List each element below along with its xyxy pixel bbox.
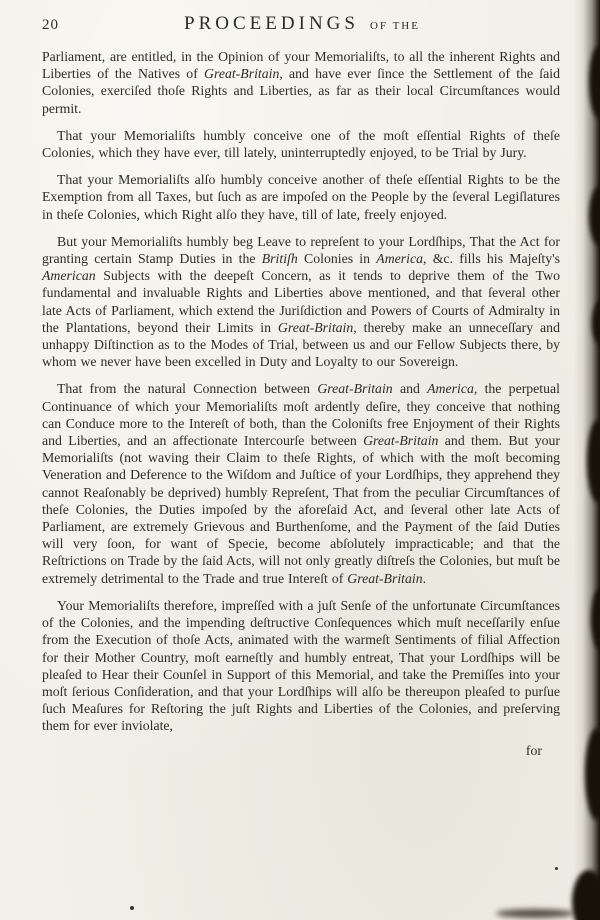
- catchword-row: [0, 743, 600, 759]
- running-title-main: PROCEEDINGS: [184, 13, 359, 34]
- running-title: [82, 13, 562, 35]
- text-run: That your Memorialiſts humbly conceive one of the moſt eſſential Rights of theſe Colonies, which they have ever, till lately, uninterruptedly enjoyed, to be Trial by Jury.: [42, 127, 560, 161]
- italic-run: America: [427, 381, 474, 397]
- page-number: 20: [42, 17, 59, 33]
- ink-speck: [130, 906, 134, 910]
- text-run: That from the natural Connection between: [57, 381, 318, 397]
- text-run: That your Memorialiſts alſo humbly conceive another of theſe eſſential Rights to be the Exemption from all Taxes, but ſuch as are impoſed on the People by the ſeveral Legiſlatures in theſe Colonies, which Right alſo they have, till of late, freely enjoyed.: [42, 172, 560, 222]
- catchword: for: [525, 742, 542, 758]
- paragraph: [42, 597, 560, 735]
- text-block: [0, 35, 600, 735]
- italic-run: Great-Britain: [277, 319, 354, 335]
- text-run: and them. But your Memorialiſts (not waving their Claim to theſe Rights, of which with the moſt becoming Veneration and Deference to the Wiſdom and Juſtice of your Lordſhips, they apprehend they cannot Reaſonably be deprived) humbly Repreſent, That from the peculiar Circumſtances of theſe Colonies, the Duties impoſed by the aforeſaid Act, and ſeveral other late Acts of Parliament, are extremely Grievous and Burthenſome, and the Payment of the ſaid Duties will very ſoon, for want of Specie, become abſolutely impracticable; and that the Reſtrictions on Trade by the ſaid Acts, will not only greatly diſtreſs the Colonies, but muſt be extremely detrimental to the Trade and true Intereſt of: [42, 433, 560, 586]
- paragraph: [42, 171, 560, 223]
- edge-blob: [572, 870, 600, 920]
- text-run: Parliament, are entitled, in the Opinion of your Memorialiſts, to all the inherent Rights and Liberties of the Natives of: [42, 49, 560, 82]
- text-run: and: [392, 381, 428, 397]
- ink-speck: [555, 867, 558, 870]
- text-run: , &c. fills his Majeſty's: [423, 251, 561, 267]
- italic-run: America: [376, 251, 424, 267]
- text-run: , and have ever ſince the Settlement of the ſaid Colonies, exerciſed thoſe Rights and Liberties, as far as their local Circumſtances would permit.: [42, 66, 560, 116]
- paragraph: [42, 233, 560, 371]
- italic-run: Great-Britain: [347, 570, 423, 586]
- running-title-rest: OF THE: [369, 20, 420, 32]
- italic-run: Great-Britain: [363, 433, 439, 449]
- paragraph: [42, 380, 560, 586]
- text-run: Subjects with the deepeſt Concern, as it tends to deprive them of the Two fundamental and invaluable Rights and Liberties above mentioned, and that ſeveral other late Acts of Parliament, which extend the Juriſdiction and Powers of Courts of Admiralty in the Plantations, beyond their Limits in: [42, 268, 560, 335]
- italic-run: American: [42, 268, 96, 284]
- text-run: , thereby make an unneceſſary and unhappy Diſtinction as to the Modes of Trial, between us and our Fellow Subjects there, by whom we never have been excelled in Duty and Loyalty to our Sovereign.: [42, 319, 560, 370]
- corner-smudge: [496, 909, 574, 918]
- text-run: .: [422, 570, 427, 586]
- page-header: [0, 0, 600, 35]
- text-run: Your Memorialiſts therefore, impreſſed with a juſt Senſe of the unfortunate Circumſtances of the Colonies, and the impending deſtructive Conſequences which muſt neceſſarily enſue from the Execution of thoſe Acts, animated with the warmeſt Sentiments of filial Affection for their Mother Country, moſt earneſtly and humbly entreat, That your Lordſhips will be pleaſed to Hear their Counſel in Support of this Memorial, and take the Premiſſes into your moſt ſerious Conſideration, and that your Lordſhips will alſo be thereupon pleaſed to purſue ſuch Meaſures for Reſtoring the juſt Rights and Liberties of the Colonies, and preſerving them for ever inviolate,: [42, 597, 560, 734]
- italic-run: Great-Britain: [317, 381, 393, 397]
- italic-run: Great-Britain: [204, 66, 280, 82]
- paragraph: [42, 127, 560, 161]
- text-run: , the perpetual Continuance of which your Memorialiſts moſt ardently deſire, they conceive that nothing can Conduce more to the Intereſt of both, than the Coloniſts free Enjoyment of their Rights and Liberties, and an affectionate Intercourſe between: [42, 381, 560, 449]
- italic-run: Britiſh: [261, 251, 298, 267]
- text-run: Colonies in: [297, 251, 377, 267]
- text-run: But your Memorialiſts humbly beg Leave to repreſent to your Lordſhips, That the Act for granting certain Stamp Duties in the: [42, 233, 560, 267]
- paragraph: [42, 48, 560, 117]
